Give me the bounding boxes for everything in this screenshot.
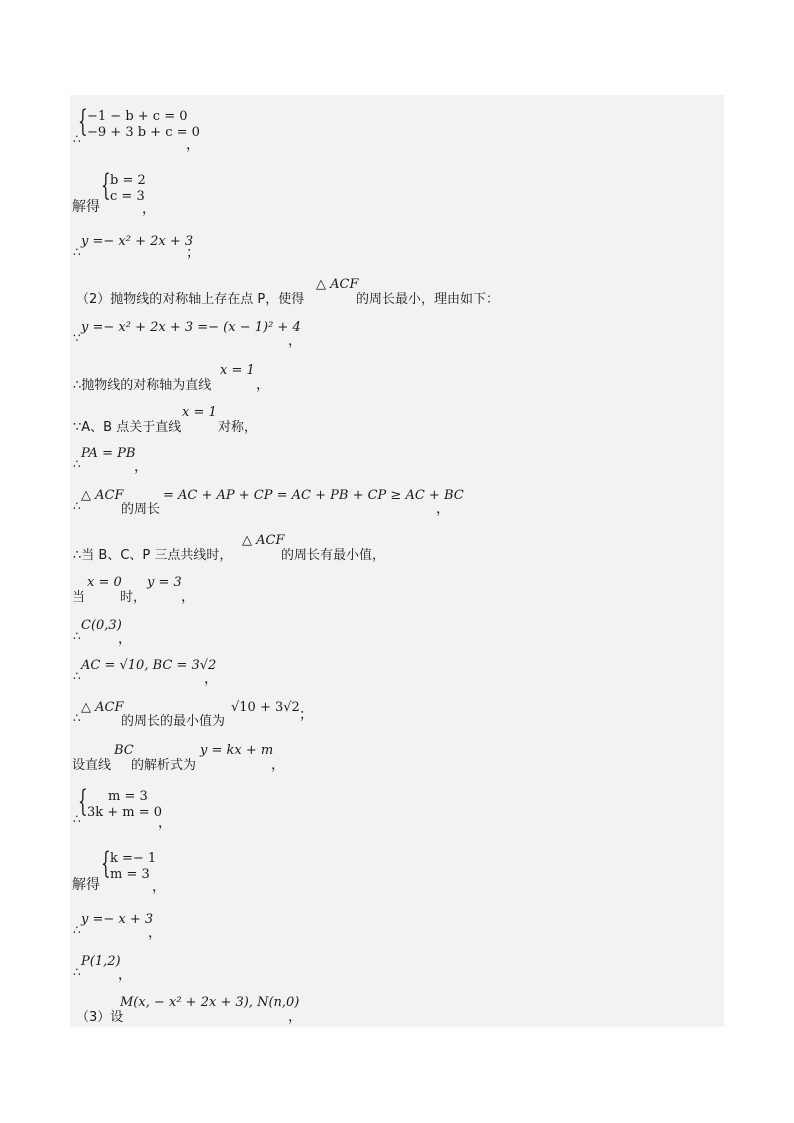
solution-line-19: ∴ P(1,2) ， [73,954,132,983]
solution-line-1: { −1 − b + c = 0 −9 + 3 b + c = 0 ∴ ， [73,104,200,153]
solution-line-12: ∴ C(0,3) ， [73,618,132,647]
solution-line-18: ∴ y =− x + 3 ， [73,912,162,941]
solution-line-9: ∴ △ ACF 的周长 = AC + AP + CP = AC + PB + CP ≥ AC + BC ， [73,488,464,517]
solution-line-20: （3）设 M(x, − x² + 2x + 3), N(n,0) ， [76,995,302,1025]
solution-line-8: ∴ PA = PB ， [73,446,148,475]
solution-line-16: { m = 3 3k + m = 0 ∴ ， [73,784,172,831]
solution-line-5: ∵ y =− x² + 2x + 3 =− (x − 1)² + 4 ， [73,320,302,349]
solution-line-3: ∴ y =− x² + 2x + 3 ； [73,234,200,261]
solution-line-10: ∴当 B、C、P 三点共线时， △ ACF 的周长有最小值， [73,533,386,563]
solution-line-4: （2）抛物线的对称轴上存在点 P，使得 △ ACF 的周长最小，理由如下： [76,277,500,307]
solution-line-13: ∴ AC = √10, BC = 3√2 ， [73,658,218,687]
solution-line-17: 解得 { k =− 1 m = 3 ， [72,846,166,895]
solution-line-6: ∴抛物线的对称轴为直线 x = 1 ， [73,363,270,393]
solution-line-11: 当 x = 0 时， y = 3 ， [72,575,195,605]
solution-line-14: ∴ △ ACF 的周长的最小值为 √10 + 3√2 ； [73,700,313,729]
solution-line-7: ∵A、B 点关于直线 x = 1 对称， [73,405,258,435]
solution-line-2: 解得 { b = 2 c = 3 ， [72,168,156,217]
solution-line-15: 设直线 BC 的解析式为 y = kx + m ， [72,743,285,773]
